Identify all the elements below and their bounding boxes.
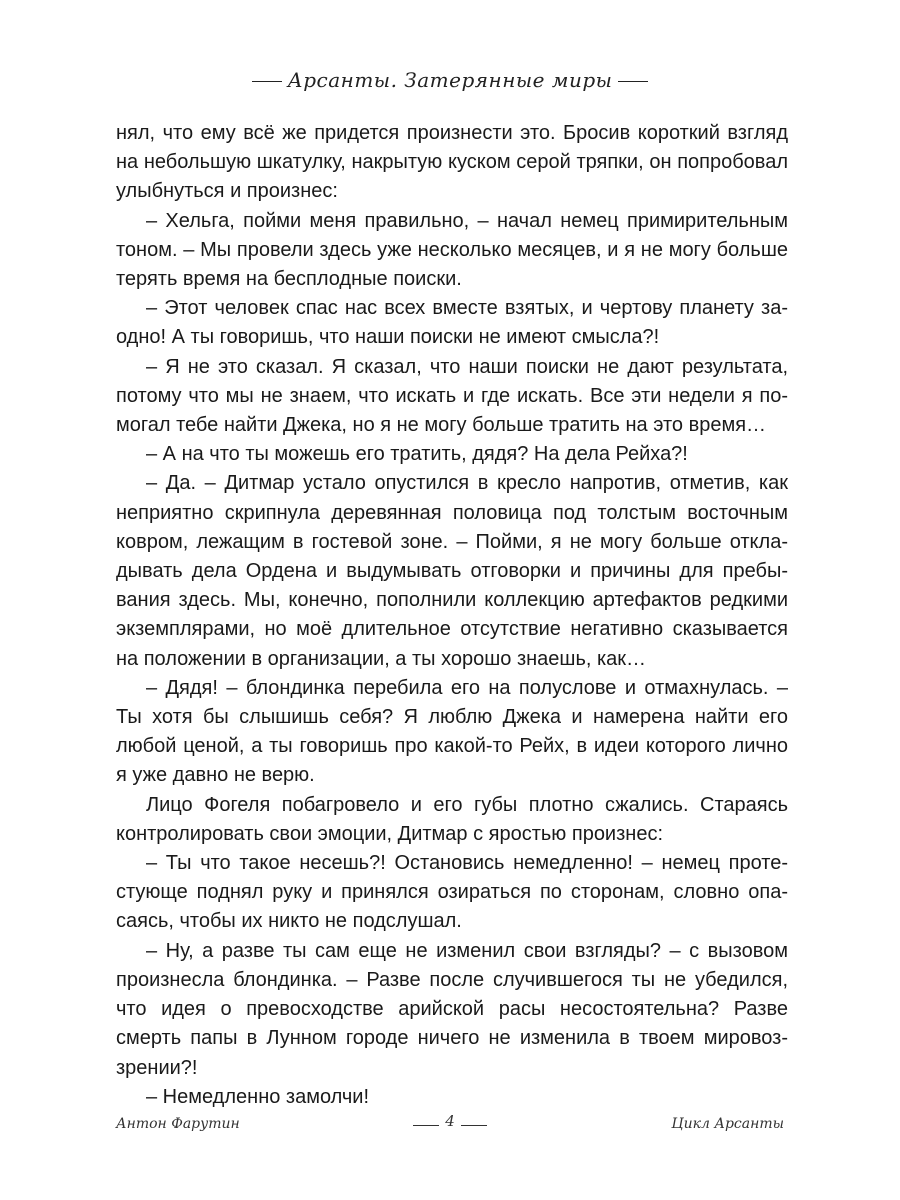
running-footer — [0, 1110, 900, 1140]
page-number-dash-left — [413, 1125, 439, 1126]
paragraph: – А на что ты можешь его тратить, дядя? На дела Рейха?! — [146, 443, 688, 466]
paragraph: – Я не это сказал. Я сказал, что наши поиски не дают результата, потому что мы не знаем, что искать и где искать. Все эти недели я помогал тебе найти Джека, но я не могу больше тратить на это время… — [116, 355, 788, 437]
page-number: 4 — [445, 1112, 455, 1130]
paragraph: – Ты что такое несешь?! Остановись немедленно! – немец протестующе поднял руку и принялся озираться по сторонам, словно опасаясь, чтобы их никто не подслушал. — [116, 852, 788, 933]
paragraph: – Этот человек спас нас всех вместе взятых, и чертову планету заодно! А ты говоришь, что наши поиски не имеют смысла?! — [116, 297, 788, 349]
header-dash-right — [618, 81, 648, 82]
paragraph: – Немедленно замолчи! — [146, 1085, 370, 1108]
header-title: Арсанты. Затерянные миры — [287, 68, 613, 92]
body-text — [116, 119, 788, 1112]
running-header — [0, 68, 900, 92]
page-number-dash-right — [461, 1125, 487, 1126]
paragraph: нял, что ему всё же придется произнести это. Бросив короткий взгляд на небольшую шкатулку, накрытую куском серой тряпки, он попробовал улыбнуться и произнес: — [116, 122, 788, 203]
paragraph: – Дядя! – блондинка перебила его на полуслове и отмахнулась. – Ты хотя бы слышишь себя? Я люблю Джека и намерена найти его любой ценой, а ты говоришь про какой-то Рейх, в идеи которого лично я уже давно не верю. — [116, 676, 788, 787]
paragraph: – Ну, а разве ты сам еще не изменил свои взгляды? – с вызовом произнесла блондинка. – Разве после случившегося ты не убедился, что идея о превосходстве арийской расы несостоятельна? Разве смерть папы в Лунном городе ничего не изменила в твоем мировоззрении?! — [116, 939, 788, 1079]
paragraph: – Да. – Дитмар устало опустился в кресло напротив, отметив, как неприятно скрипнула деревянная половица под толстым восточным ковром, лежащим в гостевой зоне. – Пойми, я не могу больше откладывать дела Ордена и выдумывать отговорки и причины для пребывания здесь. Мы, конечно, пополнили коллекцию артефактов редкими экземплярами, но моё длительное отсутствие негативно сказывается на положении в организации, а ты хорошо знаешь, как… — [116, 472, 788, 670]
paragraph: Лицо Фогеля побагровело и его губы плотно сжались. Стараясь контролировать свои эмоции, Дитмар с яростью произнес: — [116, 793, 788, 845]
paragraph: – Хельга, пойми меня правильно, – начал немец примирительным тоном. – Мы провели здесь уже несколько месяцев, и я не могу больше терять время на бесплодные поиски. — [116, 209, 788, 291]
footer-series: Цикл Арсанты — [671, 1116, 784, 1132]
footer-author: Антон Фарутин — [116, 1116, 240, 1132]
header-dash-left — [252, 81, 282, 82]
